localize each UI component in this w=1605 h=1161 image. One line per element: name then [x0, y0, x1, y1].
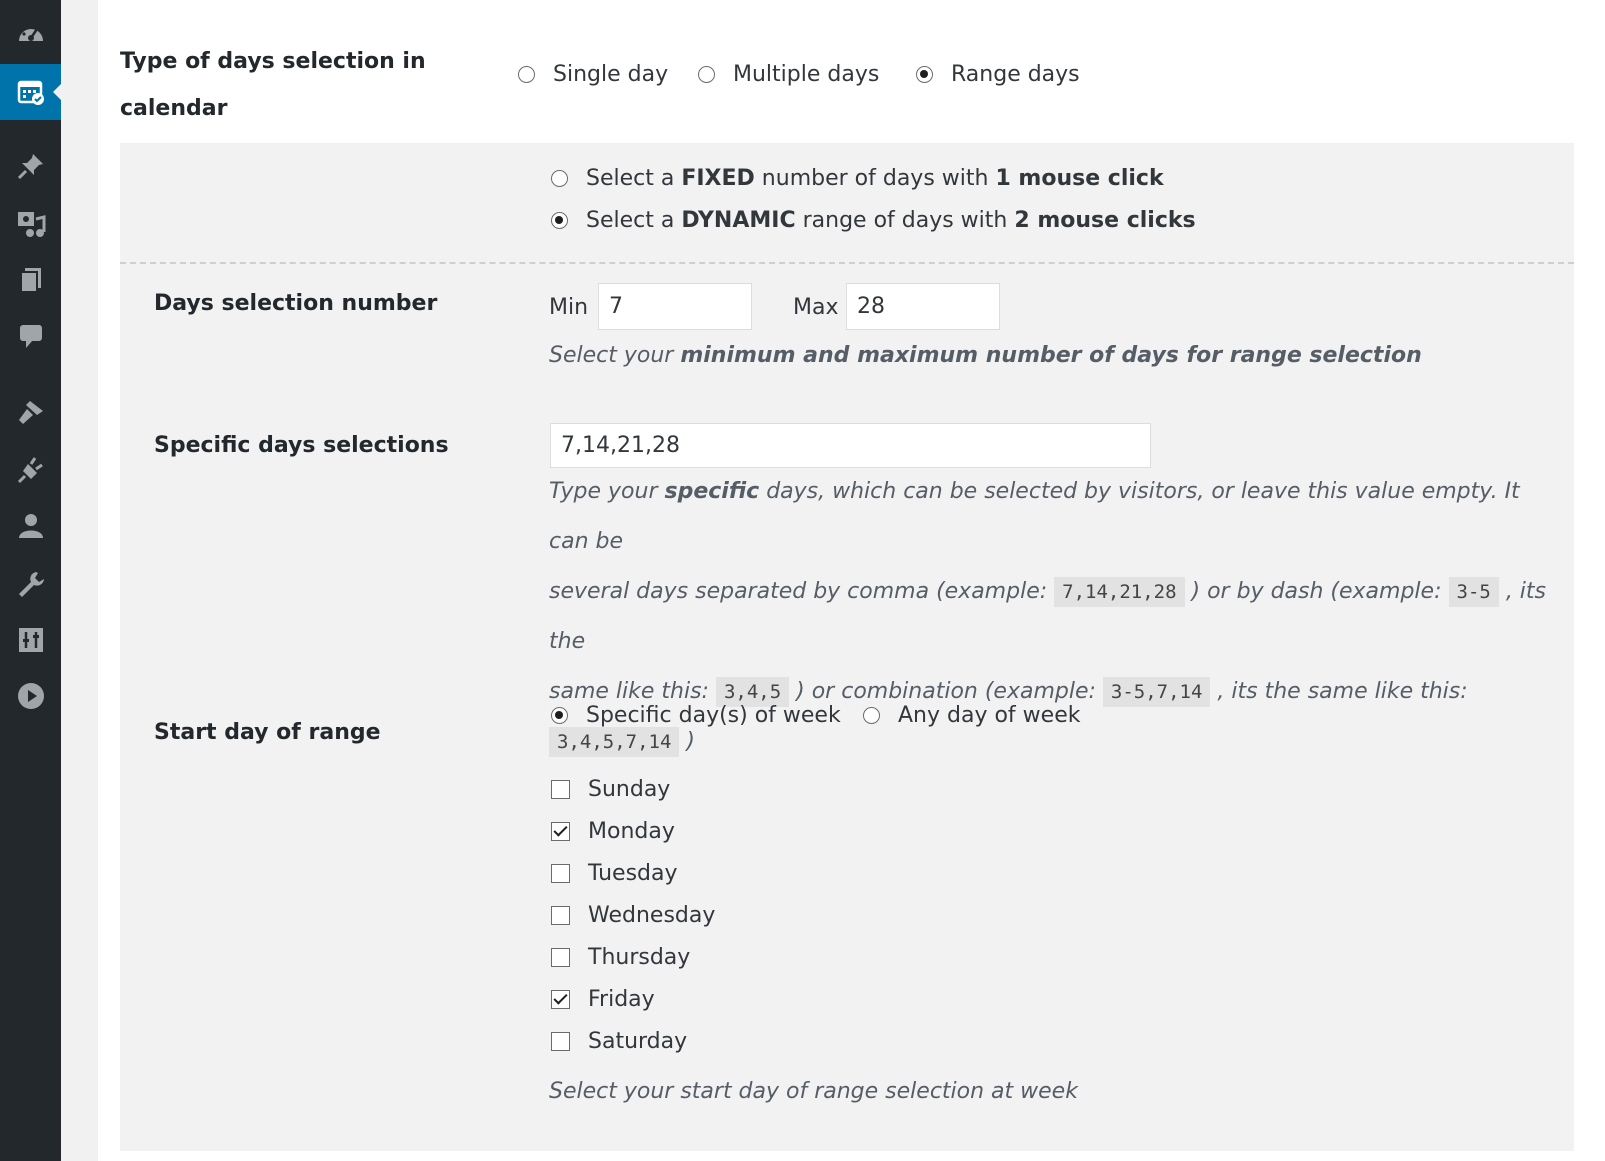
section-divider [120, 262, 1574, 264]
tools-icon[interactable] [0, 556, 61, 612]
radio-range-days[interactable] [916, 66, 933, 83]
start-day-hint: Select your start day of range selection at week [549, 1079, 1078, 1104]
selection-type-range[interactable]: Range days [916, 62, 1080, 87]
selection-type-label: Type of days selection in calendar [120, 49, 426, 121]
specific-days-input[interactable]: 7,14,21,28 [550, 423, 1151, 468]
day-wednesday[interactable]: Wednesday [551, 903, 715, 928]
dashboard-icon[interactable] [0, 6, 61, 62]
checkbox-friday[interactable] [551, 990, 570, 1009]
calendar-icon[interactable] [0, 64, 61, 120]
plugins-icon[interactable] [0, 442, 61, 498]
checkbox-tuesday[interactable] [551, 864, 570, 883]
start-day-label: Start day of range [154, 720, 381, 745]
start-mode-any[interactable]: Any day of week [863, 703, 1080, 728]
range-settings-panel [120, 143, 1574, 1151]
day-thursday[interactable]: Thursday [551, 945, 690, 970]
min-days-input[interactable]: 7 [598, 283, 752, 330]
radio-any-weekday[interactable] [863, 707, 880, 724]
checkbox-saturday[interactable] [551, 1032, 570, 1051]
media-icon[interactable] [0, 196, 61, 252]
checkbox-monday[interactable] [551, 822, 570, 841]
start-mode-specific[interactable]: Specific day(s) of week [551, 703, 841, 728]
max-days-input[interactable]: 28 [846, 283, 1000, 330]
min-label: Min [549, 295, 589, 320]
selection-type-multiple[interactable]: Multiple days [698, 62, 879, 87]
day-friday[interactable]: Friday [551, 987, 655, 1012]
pin-icon[interactable] [0, 138, 61, 194]
checkbox-thursday[interactable] [551, 948, 570, 967]
range-mode-dynamic[interactable]: Select a DYNAMIC range of days with 2 mouse clicks [551, 208, 1196, 233]
range-mode-fixed[interactable]: Select a FIXED number of days with 1 mouse click [551, 166, 1164, 191]
day-tuesday[interactable]: Tuesday [551, 861, 678, 886]
radio-single-day[interactable] [518, 66, 535, 83]
days-number-hint: Select your minimum and maximum number of days for range selection [549, 343, 1422, 368]
radio-dynamic-days[interactable] [551, 212, 568, 229]
checkbox-wednesday[interactable] [551, 906, 570, 925]
play-icon[interactable] [0, 668, 61, 724]
appearance-icon[interactable] [0, 384, 61, 440]
radio-specific-weekdays[interactable] [551, 707, 568, 724]
admin-sidebar [0, 0, 61, 1161]
comments-icon[interactable] [0, 308, 61, 364]
radio-multiple-days[interactable] [698, 66, 715, 83]
specific-days-hint: Type your specific days, which can be selected by visitors, or leave this value empty. It can be several days separated by comma (example: 7,14,21,28 ) or by dash (example: 3-5 , its the same like this: 3,4,5 ) or combination (example: 3-5,7,14 , its the same like this: 3,4,5,7,14 ) [549, 467, 1559, 767]
radio-fixed-days[interactable] [551, 170, 568, 187]
selection-type-single[interactable]: Single day [518, 62, 668, 87]
days-number-label: Days selection number [154, 291, 438, 316]
max-label: Max [793, 295, 839, 320]
users-icon[interactable] [0, 498, 61, 554]
day-sunday[interactable]: Sunday [551, 777, 670, 802]
day-monday[interactable]: Monday [551, 819, 675, 844]
checkbox-sunday[interactable] [551, 780, 570, 799]
settings-icon[interactable] [0, 612, 61, 668]
specific-days-label: Specific days selections [154, 433, 449, 458]
day-saturday[interactable]: Saturday [551, 1029, 687, 1054]
pages-icon[interactable] [0, 252, 61, 308]
